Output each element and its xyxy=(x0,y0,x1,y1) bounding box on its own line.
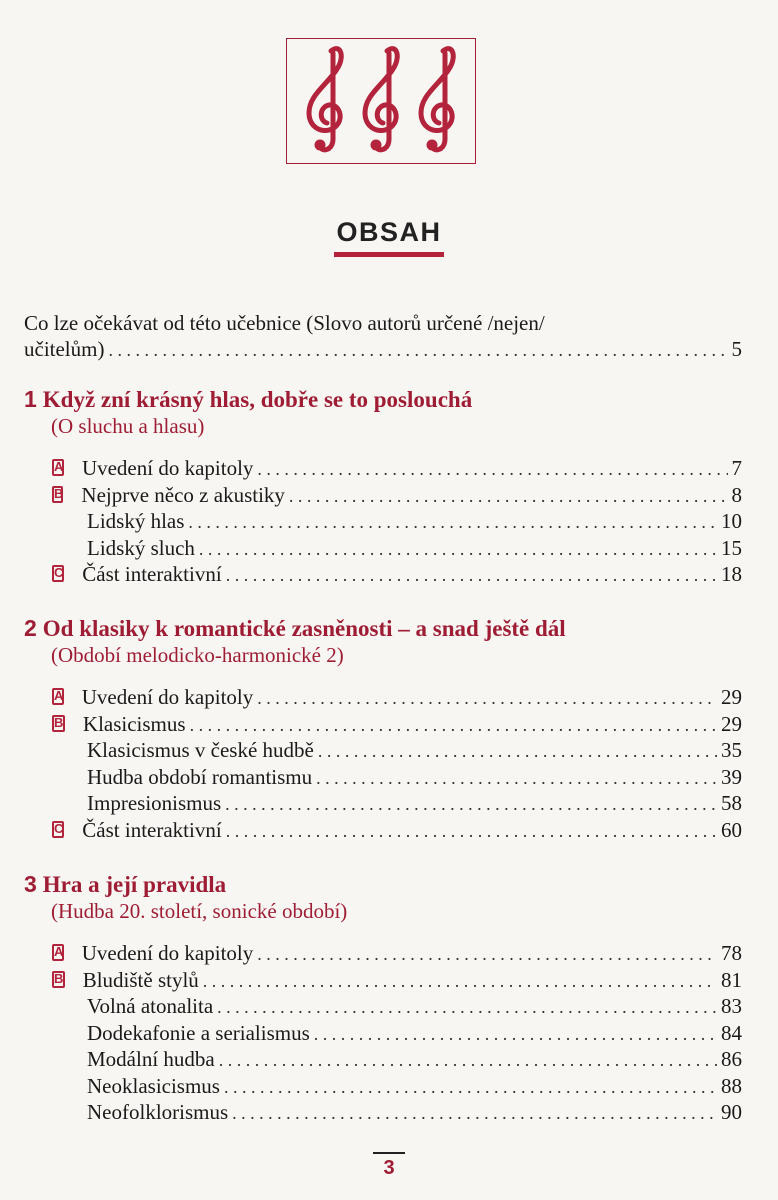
toc-entry[interactable] xyxy=(24,562,742,589)
toc-entry[interactable] xyxy=(24,738,742,765)
page-ref: 7 xyxy=(731,456,742,480)
entry-label: Část interaktivní xyxy=(82,562,222,586)
chapter-heading[interactable] xyxy=(24,871,742,898)
leader-dots xyxy=(226,565,717,586)
toc-entry[interactable] xyxy=(24,1074,742,1101)
chapter-title: Když zní krásný hlas, dobře se to poslouchá xyxy=(42,387,473,412)
intro-entry[interactable] xyxy=(24,310,742,362)
leader-dots xyxy=(225,794,717,815)
entry-label: Dodekafonie a serialismus xyxy=(87,1020,310,1045)
chapter-subtitle: (O sluchu a hlasu) xyxy=(51,414,205,438)
entry-label: Klasicismus v české hudbě xyxy=(87,738,314,762)
page-ref: 29 xyxy=(721,685,742,709)
chapter-heading[interactable] xyxy=(24,386,742,413)
toc-entry[interactable] xyxy=(24,941,742,968)
leader-dots xyxy=(217,997,717,1018)
section-badge-b: B xyxy=(54,970,64,986)
entry-label: Nejprve něco z akustiky xyxy=(81,482,285,507)
section-badge-b: B xyxy=(54,714,64,730)
section-badge-a: A xyxy=(54,459,64,474)
entry-label: Neofolklorismus xyxy=(87,1100,229,1124)
toc-entry[interactable] xyxy=(24,712,742,739)
leader-dots xyxy=(257,459,727,480)
section-badge-c: C xyxy=(54,565,64,580)
leader-dots xyxy=(316,768,717,789)
entry-label: Impresionismus xyxy=(87,791,222,815)
chapter-title: Hra a její pravidla xyxy=(42,872,227,897)
toc-entry[interactable] xyxy=(24,818,742,845)
page-ref: 88 xyxy=(721,1073,742,1098)
leader-dots xyxy=(257,944,717,965)
entry-label: Volná atonalita xyxy=(87,994,214,1018)
toc-entry[interactable] xyxy=(24,1021,742,1048)
chapter-subtitle: (Období melodicko-harmonické 2) xyxy=(51,643,344,667)
chapter-number: 3 xyxy=(24,871,37,897)
toc-entry[interactable] xyxy=(24,685,742,712)
intro-line-2: učitelům) xyxy=(24,337,105,361)
chapter-1 xyxy=(24,386,742,589)
page-ref: 78 xyxy=(721,941,742,965)
page-ref: 60 xyxy=(721,817,742,842)
page-number: 3 xyxy=(373,1152,404,1180)
leader-dots xyxy=(232,1103,717,1124)
chapter-heading[interactable] xyxy=(24,615,742,642)
page-ref: 58 xyxy=(721,791,742,815)
page-footer xyxy=(0,1152,778,1180)
leader-dots xyxy=(203,971,717,992)
page-ref: 39 xyxy=(721,764,742,789)
page-ref: 10 xyxy=(721,509,742,533)
page-ref: 5 xyxy=(731,337,742,361)
toc-entry[interactable] xyxy=(24,536,742,563)
leader-dots xyxy=(257,688,717,709)
toc-entry[interactable] xyxy=(24,509,742,536)
toc-entry[interactable] xyxy=(24,1100,742,1127)
chapter-number: 2 xyxy=(24,615,37,641)
entry-label: Klasicismus xyxy=(82,711,186,736)
entry-label: Uvedení do kapitoly xyxy=(81,685,254,709)
page-ref: 15 xyxy=(721,535,742,560)
section-badge-b: B xyxy=(54,485,64,501)
entry-label: Bludiště stylů xyxy=(82,967,199,992)
entry-label: Část interaktivní xyxy=(82,817,222,842)
toc-entry[interactable] xyxy=(24,456,742,483)
treble-clef-icon xyxy=(365,49,397,150)
chapter-2 xyxy=(24,615,742,844)
leader-dots xyxy=(318,741,717,762)
toc-entry[interactable] xyxy=(24,483,742,510)
chapter-subtitle: (Hudba 20. století, sonické období) xyxy=(51,899,348,923)
treble-clef-icon xyxy=(421,49,453,150)
leader-dots xyxy=(314,1024,717,1045)
toc-entry[interactable] xyxy=(24,765,742,792)
leader-dots xyxy=(226,821,717,842)
leader-dots xyxy=(108,337,727,363)
leader-dots xyxy=(188,512,717,533)
leader-dots xyxy=(289,486,728,507)
toc-entry[interactable] xyxy=(24,791,742,818)
entry-label: Lidský sluch xyxy=(87,535,195,560)
page-ref: 8 xyxy=(731,482,742,507)
chapter-3 xyxy=(24,871,742,1127)
page-ref: 84 xyxy=(721,1020,742,1045)
leader-dots xyxy=(219,1050,717,1071)
page-title xyxy=(0,216,778,257)
section-badge-c: C xyxy=(54,820,64,836)
entry-label: Uvedení do kapitoly xyxy=(81,456,254,480)
entry-label: Hudba období romantismu xyxy=(87,764,313,789)
page-ref: 35 xyxy=(721,738,742,762)
section-badge-a: A xyxy=(54,944,64,959)
leader-dots xyxy=(224,1077,717,1098)
treble-clef-icon xyxy=(309,49,341,150)
entry-label: Uvedení do kapitoly xyxy=(81,941,254,965)
intro-line-1: Co lze očekávat od této učebnice (Slovo autorů určené /nejen/ xyxy=(24,311,545,335)
chapter-title: Od klasiky k romantické zasněnosti – a snad ještě dál xyxy=(42,616,566,641)
toc-entry[interactable] xyxy=(24,968,742,995)
treble-clefs-logo xyxy=(286,38,476,164)
page-ref: 86 xyxy=(721,1047,742,1071)
page-ref: 29 xyxy=(721,711,742,736)
entry-label: Neoklasicismus xyxy=(87,1073,220,1098)
section-badge-a: A xyxy=(54,688,64,703)
entry-label: Lidský hlas xyxy=(87,509,185,533)
entry-label: Modální hudba xyxy=(87,1047,215,1071)
page-ref: 83 xyxy=(721,994,742,1018)
heading-obsah: OBSAH xyxy=(334,216,443,257)
page-ref: 18 xyxy=(721,562,742,586)
leader-dots xyxy=(190,715,717,736)
leader-dots xyxy=(199,539,717,560)
toc-entry[interactable] xyxy=(24,994,742,1021)
page-ref: 81 xyxy=(721,967,742,992)
toc-entry[interactable] xyxy=(24,1047,742,1074)
chapter-number: 1 xyxy=(24,386,37,412)
page-ref: 90 xyxy=(721,1100,742,1124)
